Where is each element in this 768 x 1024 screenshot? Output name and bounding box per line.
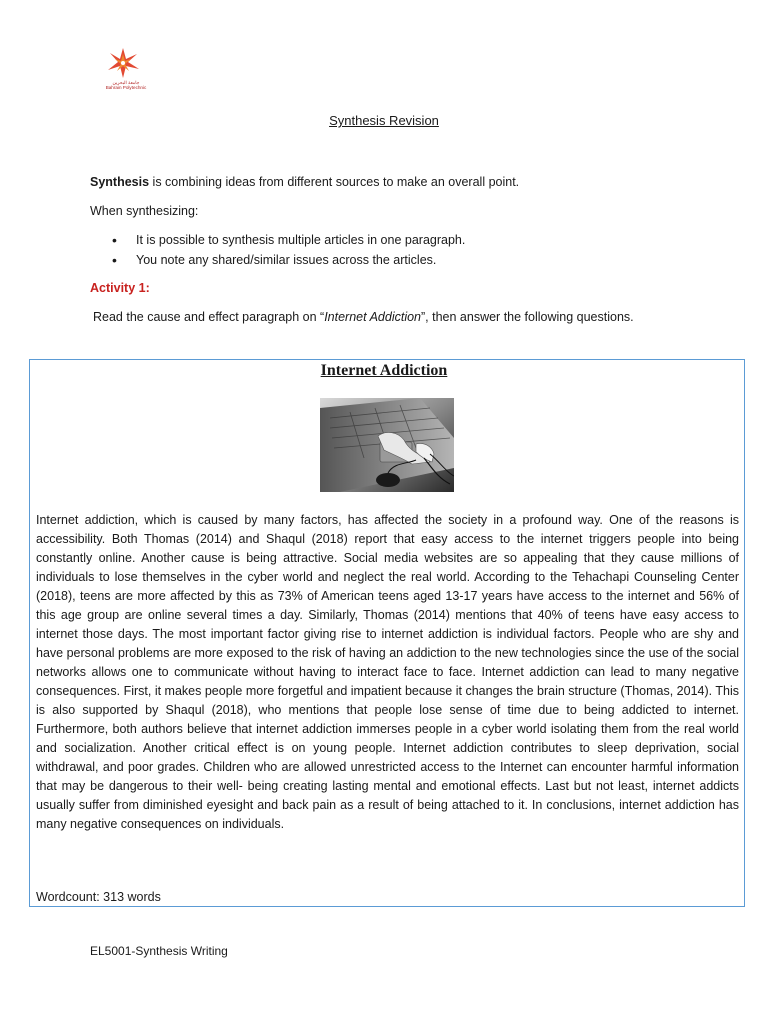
- instruction-topic: Internet Addiction: [324, 310, 422, 324]
- activity-label: Activity 1:: [90, 281, 150, 295]
- essay-paragraph: Internet addiction, which is caused by many factors, has affected the society in a profound way. One of the reasons is accessibility. Both Thomas (2014) and Shaqul (2018) report that easy access to the internet triggers people into being constantly online. Another cause is being attractive. Social media websites are so appealing that they cause millions of individuals to lose themselves in the cyber world and neglect the real world. According to the Tehachapi Counseling Center (2018), teens are more affected by this as 73% of American teens aged 13-17 years have access to the internet and 56% of this age group are online several times a day. Similarly, Thomas (2014) mentions that 40% of teens have easy access to internet those days. The most important factor giving rise to internet addiction is individual factors. People who are shy and have personal problems are more exposed to the risk of having an addiction to the new technologies since the use of the social networks allows one to communicate without having to interact face to face. Internet addiction can lead to many negative consequences. First, it makes people more forgetful and impatient because it changes the brain structure (Thomas, 2014). This is also supported by Shaqul (2018), who mentions that people lose sense of time due to being addicted to internet. Furthermore, both authors believe that internet addiction immerses people in a cyber world isolating them from the real world and socialization. Another critical effect is on young people. Internet addiction contributes to sleep deprivation, social withdrawal, and poor grades. Children who are allowed unrestricted access to the Internet can encounter harmful information that may be dangerous to their well- being creating lasting mental and emotional effects. Last but not least, internet addicts usually suffer from diminished eyesight and back pain as a result of being attached to it. In conclusions, internet addiction has many negative consequences on individuals.: [36, 513, 739, 831]
- activity-instruction: [93, 310, 634, 324]
- synthesis-term: Synthesis: [90, 175, 150, 189]
- synthesis-definition: [90, 175, 519, 189]
- definition-text: is combining ideas from different sources to make an overall point.: [149, 175, 520, 189]
- instruction-prefix: Read the cause and effect paragraph on “: [93, 310, 325, 324]
- essay-title: Internet Addiction: [320, 362, 448, 379]
- instruction-suffix: ”, then answer the following questions.: [421, 310, 634, 324]
- footer-course-code: EL5001-Synthesis Writing: [90, 944, 228, 958]
- list-item: • It is possible to synthesis multiple articles in one paragraph.: [112, 232, 465, 252]
- bahrain-polytechnic-logo: [90, 46, 156, 94]
- logo-arabic-text: جامعة البحرين: [112, 80, 140, 85]
- synthesis-bullet-list: [112, 232, 465, 272]
- logo-english-text: Bahrain Polytechnic: [105, 85, 147, 90]
- list-item: • You note any shared/similar issues across the articles.: [112, 252, 465, 272]
- when-synthesizing-label: When synthesizing:: [90, 204, 199, 218]
- wordcount-text: Wordcount: 313 words: [36, 890, 161, 904]
- page-title: Synthesis Revision: [329, 113, 439, 128]
- hands-on-keyboard-photo: [320, 398, 454, 492]
- logo-caption: [98, 80, 154, 90]
